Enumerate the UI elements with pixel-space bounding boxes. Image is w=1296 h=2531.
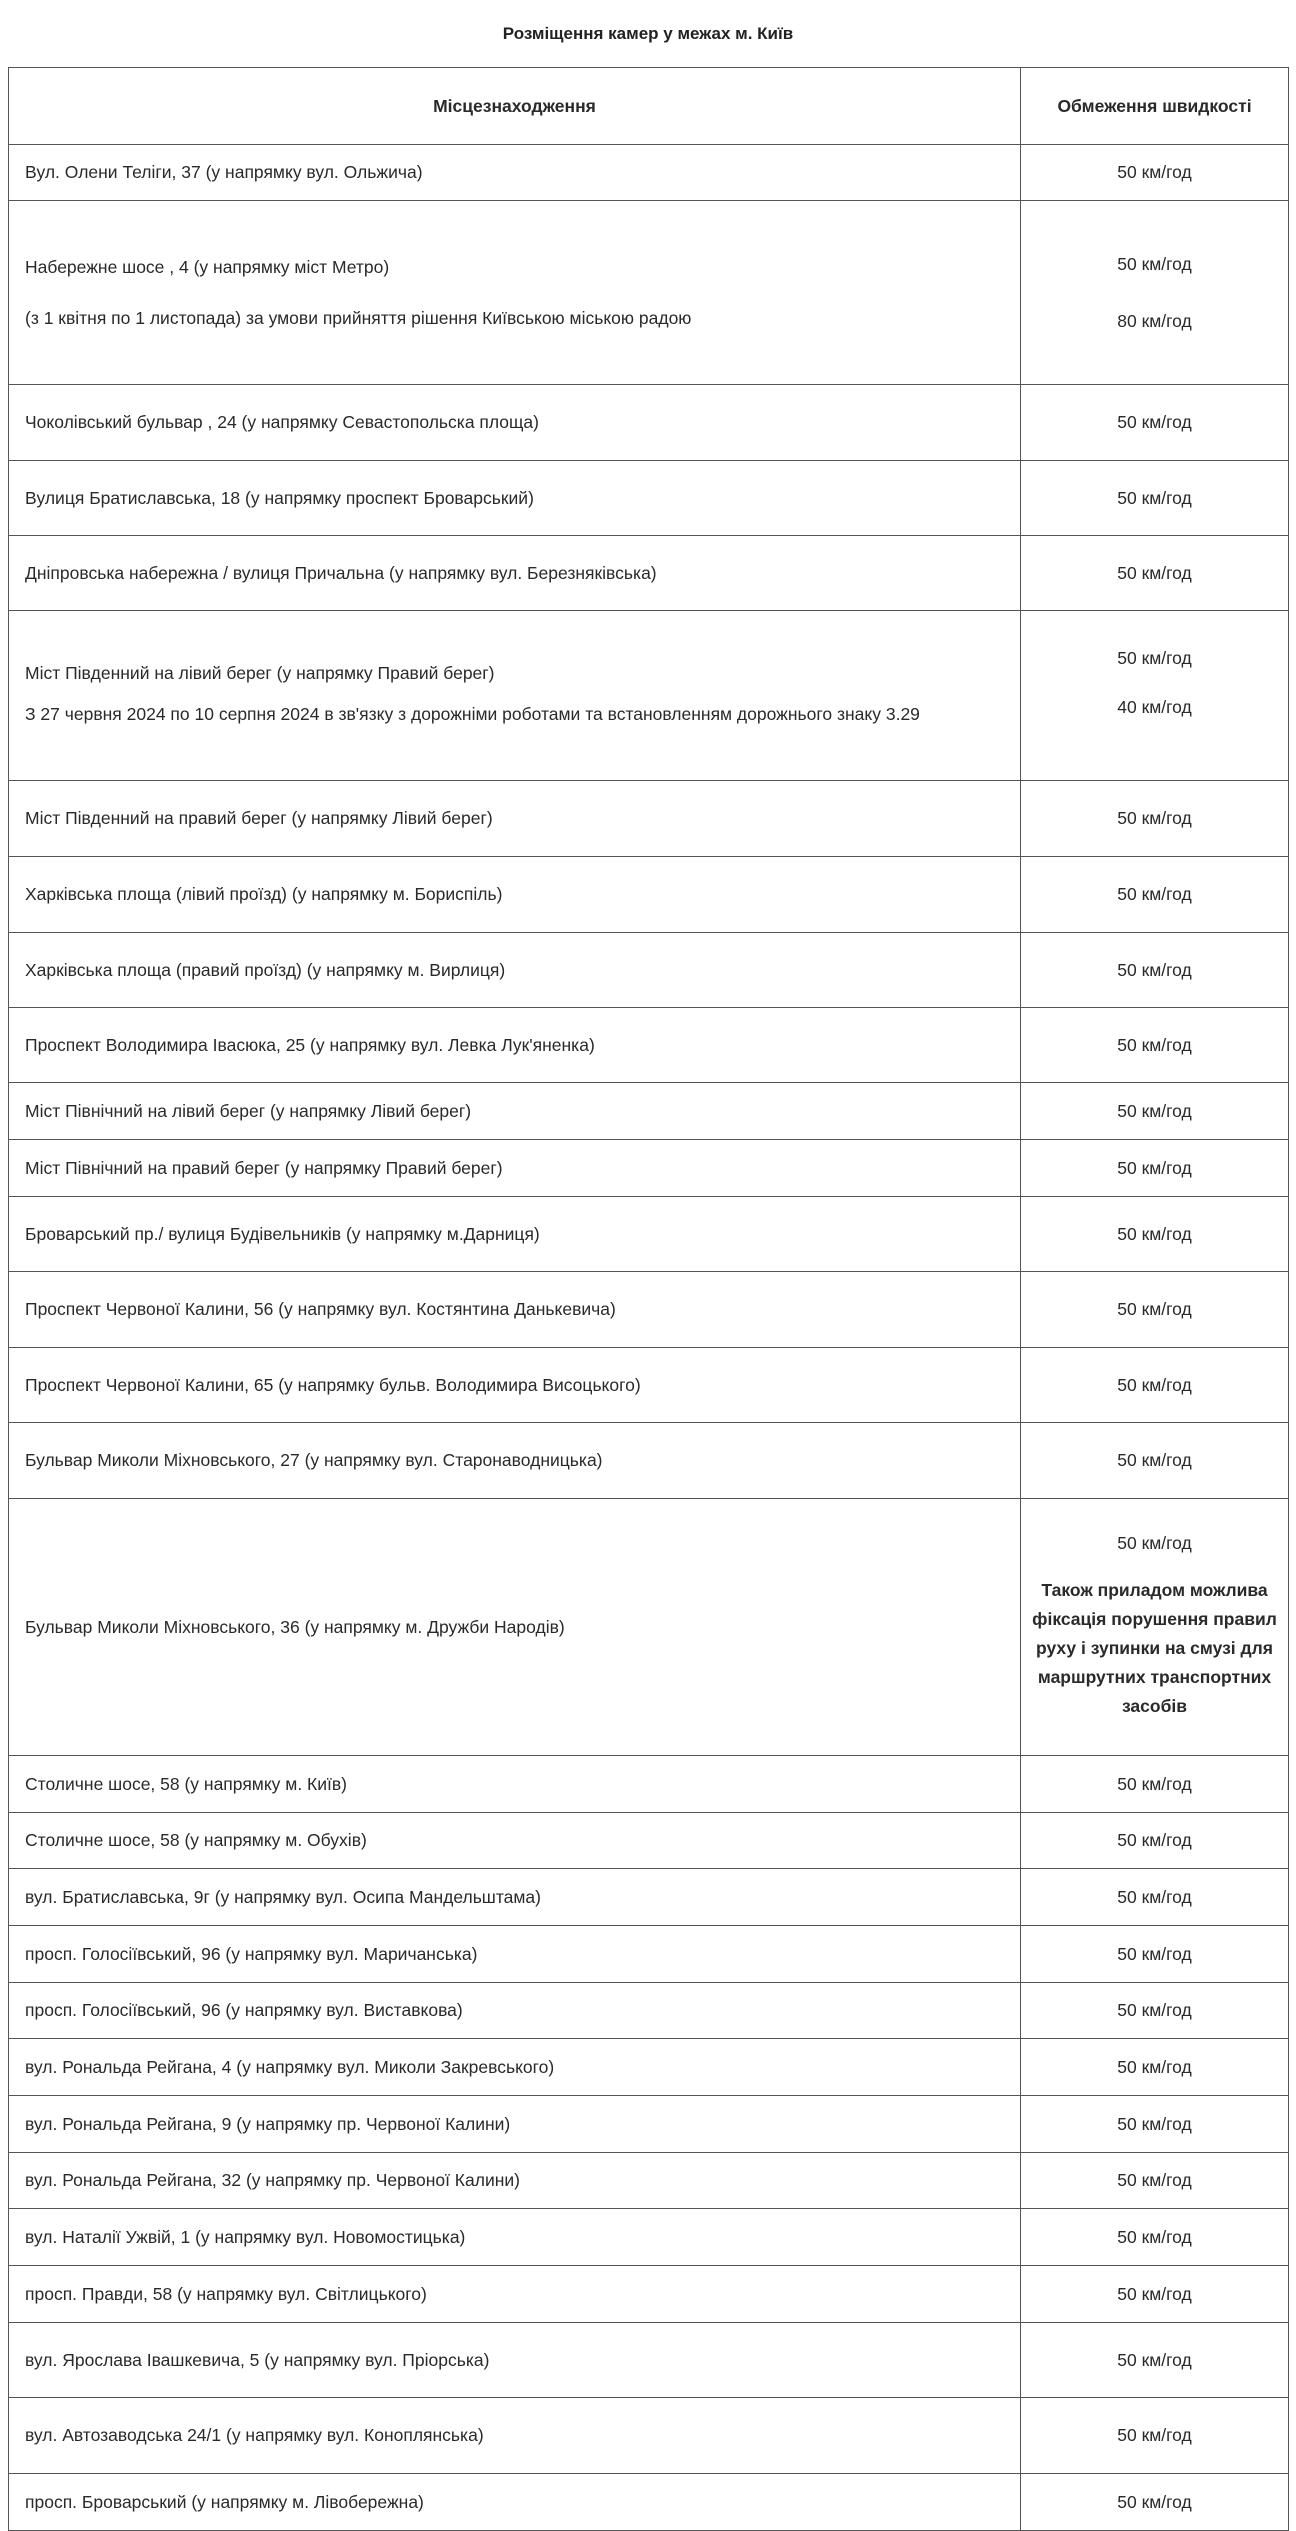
table-row xyxy=(9,781,1289,857)
limit-cell: 50 км/год xyxy=(1021,1140,1289,1197)
limit-note: 80 км/год xyxy=(1117,310,1192,331)
location-cell: Міст Північний на правий берег (у напрямку Правий берег) xyxy=(9,1140,1021,1197)
limit-text: 50 км/год xyxy=(1117,253,1192,274)
table-row xyxy=(9,536,1289,611)
location-cell: вул. Ярослава Івашкевича, 5 (у напрямку вул. Пріорська) xyxy=(9,2323,1021,2398)
table-row xyxy=(9,2323,1289,2398)
limit-cell: 50 км/год xyxy=(1021,385,1289,461)
location-cell: Міст Південний на правий берег (у напрямку Лівий берег) xyxy=(9,781,1021,857)
table-row xyxy=(9,2039,1289,2096)
limit-cell: 50 км/год xyxy=(1021,461,1289,536)
limit-cell: 50 км/год xyxy=(1021,2096,1289,2153)
location-cell: просп. Броварський (у напрямку м. Лівобережна) xyxy=(9,2474,1021,2531)
limit-cell: 50 км/год xyxy=(1021,2039,1289,2096)
location-text: Міст Південний на лівий берег (у напрямку Правий берег) xyxy=(25,662,495,683)
table-header-row xyxy=(9,68,1289,145)
page-title: Розміщення камер у межах м. Київ xyxy=(502,24,794,43)
limit-cell: 50 км/год xyxy=(1021,1926,1289,1983)
location-cell: вул. Рональда Рейгана, 4 (у напрямку вул. Миколи Закревського) xyxy=(9,2039,1021,2096)
table-row xyxy=(9,1083,1289,1140)
table-row xyxy=(9,385,1289,461)
limit-cell: 50 км/год xyxy=(1021,2398,1289,2474)
location-cell: Вул. Олени Теліги, 37 (у напрямку вул. Ольжича) xyxy=(9,145,1021,201)
limit-cell: 50 км/год xyxy=(1021,1869,1289,1926)
location-cell: Проспект Червоної Калини, 65 (у напрямку бульв. Володимира Висоцького) xyxy=(9,1348,1021,1423)
limit-cell: 50 км/год xyxy=(1021,933,1289,1008)
limit-cell: 50 км/год xyxy=(1021,1008,1289,1083)
limit-cell: 50 км/год xyxy=(1021,1813,1289,1869)
location-cell: вул. Рональда Рейгана, 32 (у напрямку пр. Червоної Калини) xyxy=(9,2153,1021,2209)
location-note: З 27 червня 2024 по 10 серпня 2024 в зв'язку з дорожніми роботами та встановленням дорожнього знаку 3.29 xyxy=(25,703,920,724)
location-cell: вул. Автозаводська 24/1 (у напрямку вул. Коноплянська) xyxy=(9,2398,1021,2474)
location-cell: вул. Братиславська, 9г (у напрямку вул. Осипа Мандельштама) xyxy=(9,1869,1021,1926)
table-row xyxy=(9,461,1289,536)
location-cell: Столичне шосе, 58 (у напрямку м. Обухів) xyxy=(9,1813,1021,1869)
table-row xyxy=(9,1348,1289,1423)
location-cell: Столичне шосе, 58 (у напрямку м. Київ) xyxy=(9,1756,1021,1813)
camera-table xyxy=(8,67,1289,2531)
location-cell: Вулиця Братиславська, 18 (у напрямку проспект Броварський) xyxy=(9,461,1021,536)
column-header-location: Місцезнаходження xyxy=(9,68,1021,145)
limit-cell: 50 км/год xyxy=(1021,145,1289,201)
limit-note: Також приладом можлива фіксація порушення правил руху і зупинки на смузі для маршрутних транспортних засобів xyxy=(1032,1580,1277,1716)
table-row xyxy=(9,1423,1289,1499)
limit-cell xyxy=(1021,201,1289,385)
table-row xyxy=(9,1008,1289,1083)
limit-cell: 50 км/год xyxy=(1021,1083,1289,1140)
table-row xyxy=(9,145,1289,201)
limit-cell: 50 км/год xyxy=(1021,2323,1289,2398)
location-cell: Проспект Червоної Калини, 56 (у напрямку вул. Костянтина Данькевича) xyxy=(9,1272,1021,1348)
table-row xyxy=(9,2096,1289,2153)
table-row xyxy=(9,2398,1289,2474)
location-cell: просп. Голосіївський, 96 (у напрямку вул. Виставкова) xyxy=(9,1983,1021,2039)
location-note: (з 1 квітня по 1 листопада) за умови прийняття рішення Київською міською радою xyxy=(25,307,692,328)
limit-text: 50 км/год xyxy=(1117,1533,1192,1553)
table-row xyxy=(9,1983,1289,2039)
limit-cell: 50 км/год xyxy=(1021,1756,1289,1813)
location-cell: просп. Правди, 58 (у напрямку вул. Світлицького) xyxy=(9,2266,1021,2323)
location-cell: Бульвар Миколи Міхновського, 27 (у напрямку вул. Старонаводницька) xyxy=(9,1423,1021,1499)
limit-cell xyxy=(1021,1499,1289,1756)
location-cell: Харківська площа (правий проїзд) (у напрямку м. Вирлиця) xyxy=(9,933,1021,1008)
limit-cell: 50 км/год xyxy=(1021,1272,1289,1348)
limit-cell: 50 км/год xyxy=(1021,2266,1289,2323)
table-row xyxy=(9,611,1289,781)
table-row xyxy=(9,201,1289,385)
location-cell xyxy=(9,201,1021,385)
table-row xyxy=(9,1926,1289,1983)
limit-cell xyxy=(1021,611,1289,781)
location-cell xyxy=(9,611,1021,781)
location-cell: просп. Голосіївський, 96 (у напрямку вул. Маричанська) xyxy=(9,1926,1021,1983)
limit-cell: 50 км/год xyxy=(1021,1197,1289,1272)
table-row xyxy=(9,2209,1289,2266)
table-row xyxy=(9,1813,1289,1869)
limit-text: 50 км/год xyxy=(1117,647,1192,668)
location-cell: Проспект Володимира Івасюка, 25 (у напрямку вул. Левка Лук'яненка) xyxy=(9,1008,1021,1083)
location-cell: Дніпровська набережна / вулиця Причальна (у напрямку вул. Березняківська) xyxy=(9,536,1021,611)
limit-cell: 50 км/год xyxy=(1021,2474,1289,2531)
table-row xyxy=(9,2474,1289,2531)
table-row xyxy=(9,1272,1289,1348)
location-cell: Броварський пр./ вулиця Будівельників (у напрямку м.Дарниця) xyxy=(9,1197,1021,1272)
table-row xyxy=(9,1499,1289,1756)
limit-cell: 50 км/год xyxy=(1021,857,1289,933)
limit-cell: 50 км/год xyxy=(1021,1983,1289,2039)
location-cell: Чоколівський бульвар , 24 (у напрямку Севастопольска площа) xyxy=(9,385,1021,461)
location-cell: Міст Північний на лівий берег (у напрямку Лівий берег) xyxy=(9,1083,1021,1140)
location-cell: вул. Наталії Ужвій, 1 (у напрямку вул. Новомостицька) xyxy=(9,2209,1021,2266)
table-row xyxy=(9,2266,1289,2323)
table-row xyxy=(9,933,1289,1008)
limit-cell: 50 км/год xyxy=(1021,1348,1289,1423)
location-cell: Харківська площа (лівий проїзд) (у напрямку м. Бориспіль) xyxy=(9,857,1021,933)
limit-note: 40 км/год xyxy=(1117,696,1192,717)
location-text: Набережне шосе , 4 (у напрямку міст Метро) xyxy=(25,256,390,277)
limit-cell: 50 км/год xyxy=(1021,536,1289,611)
limit-cell: 50 км/год xyxy=(1021,1423,1289,1499)
table-row xyxy=(9,1140,1289,1197)
table-row xyxy=(9,1197,1289,1272)
table-row xyxy=(9,1756,1289,1813)
limit-cell: 50 км/год xyxy=(1021,2209,1289,2266)
table-row xyxy=(9,2153,1289,2209)
table-row xyxy=(9,857,1289,933)
table-row xyxy=(9,1869,1289,1926)
column-header-limit: Обмеження швидкості xyxy=(1021,68,1289,145)
limit-cell: 50 км/год xyxy=(1021,2153,1289,2209)
limit-cell: 50 км/год xyxy=(1021,781,1289,857)
location-cell: Бульвар Миколи Міхновського, 36 (у напрямку м. Дружби Народів) xyxy=(9,1499,1021,1756)
location-cell: вул. Рональда Рейгана, 9 (у напрямку пр. Червоної Калини) xyxy=(9,2096,1021,2153)
